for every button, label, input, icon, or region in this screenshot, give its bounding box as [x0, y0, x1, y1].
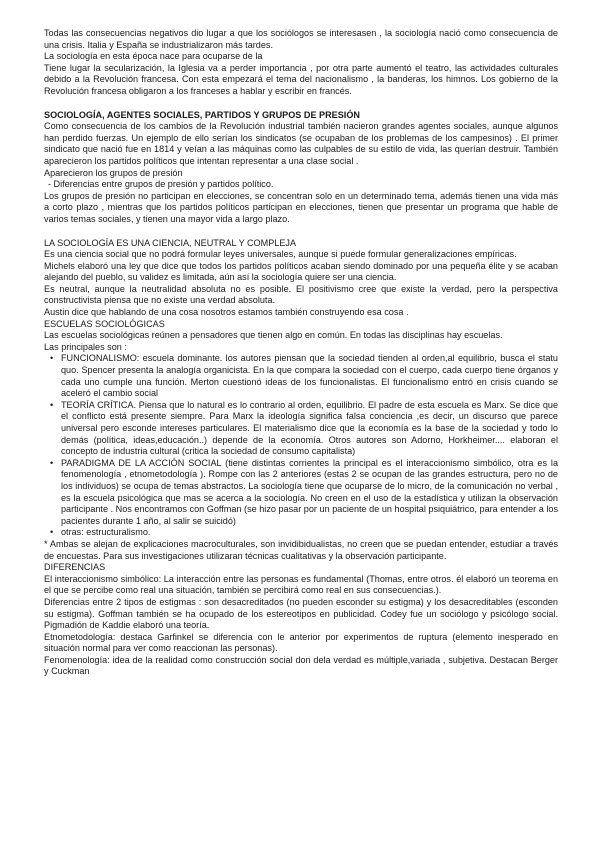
intro-paragraph-2: La sociología en esta época nace para ocuparse de la: [44, 51, 263, 62]
science-paragraph-1: Es una ciencia social que no podrá formular leyes universales, aunque si puede formular generalizaciones empíricas.: [44, 249, 517, 260]
intro-paragraph-3: Tiene lugar la secularización, la Iglesia va a perder importancia , por otra parte aumentó el teatro, las actividades culturales debido a la Revolución francesa. Con esta empezará el tema del nacionalismo , la banderas, los himnos. Los gobierno de la Revolución francesa obligaron a los franceses a hablar y escribir en francés.: [44, 62, 558, 96]
schools-paragraph-3: * Ambas se alejan de explicaciones macroculturales, son invidibidualistas, no creen que se puedan entender, estudiar a través de encuestas. Para sus investigaciones utilizaran técnicas cualitativas y la observación participante.: [44, 538, 558, 561]
section-science-heading: LA SOCIOLOGÍA ES UNA CIENCIA, NEUTRAL Y COMPLEJA: [44, 237, 297, 248]
differences-paragraph-3: Etnometodología: destaca Garfinkel se diferencia con le anterior por experimentos de ruptura (elemento inesperado en situación normal para ver como reaccionan las personas).: [44, 631, 558, 654]
differences-paragraph-4: Fenomenología: idea de la realidad como construcción social don dela verdad es múltiple,variada , subjetiva. Destacan Berger y Cuckman: [44, 654, 558, 677]
differences-paragraph-2: Diferencias entre 2 tipos de estigmas : son desacreditados (no pueden esconder su estigma) y los desacreditables (esconden su estigma). Goffman también se ha ocupado de los estereotipos en publicidad. Codey fue un sociólogo y psicólogo social. Pigmadión de Kaddie elaboró una teoría.: [44, 596, 558, 631]
schools-paragraph-1: Las escuelas sociológicas reúnen a pensadores que tienen algo en común. En todas las disciplinas hay escuelas.: [44, 330, 503, 341]
section-differences-heading: DIFERENCIAS: [44, 562, 106, 573]
document-page: [44, 28, 558, 678]
agents-paragraph-3: - Diferencias entre grupos de presión y partidos político.: [48, 179, 274, 190]
list-item-teoria-critica: • TEORÍA CRÍTICA. Piensa que lo natural es lo contrario al orden, equilibrio. El padre de esta escuela es Marx. Se dice que el conflicto está presente siempre. Para Marx la ideología significa falsa conciencia ,es decir, un discurso que parece universal pero esconde intereses particulares. El materialismo dice que la economía es la base de la sociedad y todo lo demás (política, ideas,educación..) depende de la economía. Otros autores son Adorno, Horkheimer.... elaboran el concepto de industria cultural (critica la sociedad de consumo capitalista): [61, 400, 558, 458]
schools-list: [44, 353, 558, 539]
agents-paragraph-2: Aparecieron los grupos de presión: [44, 167, 183, 178]
agents-paragraph-4: Los grupos de presión no participan en elecciones, se concentran solo en un determinado tema, además tienen una vida más a corto plazo , mientras que los partidos políticos participan en elecciones, tienen que presentar un programa que hable de varios temas sociales, y tienen una mayor vida a largo plazo.: [44, 190, 558, 224]
section-schools-heading: ESCUELAS SOCIOLÓGICAS: [44, 318, 165, 329]
science-paragraph-2: Michels elaboró una ley que dice que todos los partidos políticos acaban siendo dominado por una pequeña élite y se acaban alejando del pueblo, su validez es limitada, aún así la sociología quiere ser una ciencia.: [44, 260, 558, 283]
list-item-funcionalismo: • FUNCIONALISMO: escuela dominante. los autores piensan que la sociedad tienden al orden,al equilibrio, busca el statu quo. Spencer presenta la analogía organicista. En la que compara la sociedad con el cuerpo, cada cuerpo tiene órganos y cada uno cumple una función. Merton cuestionó ideas de los funcionalistas. El funcionalismo entró en crisis cuando se aceleró el cambio social: [61, 353, 558, 399]
agents-paragraph-1: Como consecuencia de los cambios de la Revolución industrial también nacieron grandes agentes sociales, aunque algunos han perdido fuerzas. Un ejemplo de ello serían los sindicatos (se ocupaban de los problemas de los campesinos) . El primer sindicato que nació fue en 1814 y veían a las máquinas como las culpables de su estilo de vida, las querían destruir. También aparecieron los partidos políticos que intentan representar a una clase social .: [44, 121, 558, 166]
intro-paragraph-1: Todas las consecuencias negativos dio lugar a que los sociólogos se interesasen , la sociología nació como consecuencia de una crisis. Italia y España se industrializaron más tardes.: [44, 28, 558, 50]
differences-paragraph-1: El interaccionismo simbólico: La interacción entre las personas es fundamental (Thomas, entre otros. él elaboró un teorema en el que se percibe como real una situación, también se percibirá como real en sus consecuencias.).: [44, 573, 558, 596]
science-paragraph-3: Es neutral, aunque la neutralidad absoluta no es posible. El positivismo cree que existe la verdad, pero la perspectiva constructivista piensa que no existe una verdad absoluta.: [44, 283, 558, 306]
list-item-otras: • otras: estructuralismo.: [61, 527, 558, 539]
section-agents-heading: SOCIOLOGÍA, AGENTES SOCIALES, PARTIDOS Y GRUPOS DE PRESIÓN: [44, 109, 360, 120]
schools-paragraph-2: Las principales son :: [44, 341, 127, 352]
science-paragraph-4: Austin dice que hablando de una cosa nosotros estamos también construyendo esa cosa .: [44, 307, 409, 318]
list-item-paradigma-accion-social: • PARADIGMA DE LA ACCIÓN SOCIAL (tiene distintas corrientes la principal es el interaccionismo simbólico, otra es la fenomenología , etnometodología ). Rompe con las 2 anteriores (estas 2 se ocupan de las grandes estructura, pero no de los individuos) se ocupa de temas abstractos. La sociología tiene que ocuparse de lo micro, de la comunicación no verbal , es la escuela psicológica que mas se acerca a la sociología. No creen en el uso de la estadística y utilizan la observación participante . Nos encontramos con Goffman (se hizo pasar por un paciente de un hospital psiquiátrico, para entender a los pacientes durante 1 año, al salir se suicidó): [61, 458, 558, 528]
